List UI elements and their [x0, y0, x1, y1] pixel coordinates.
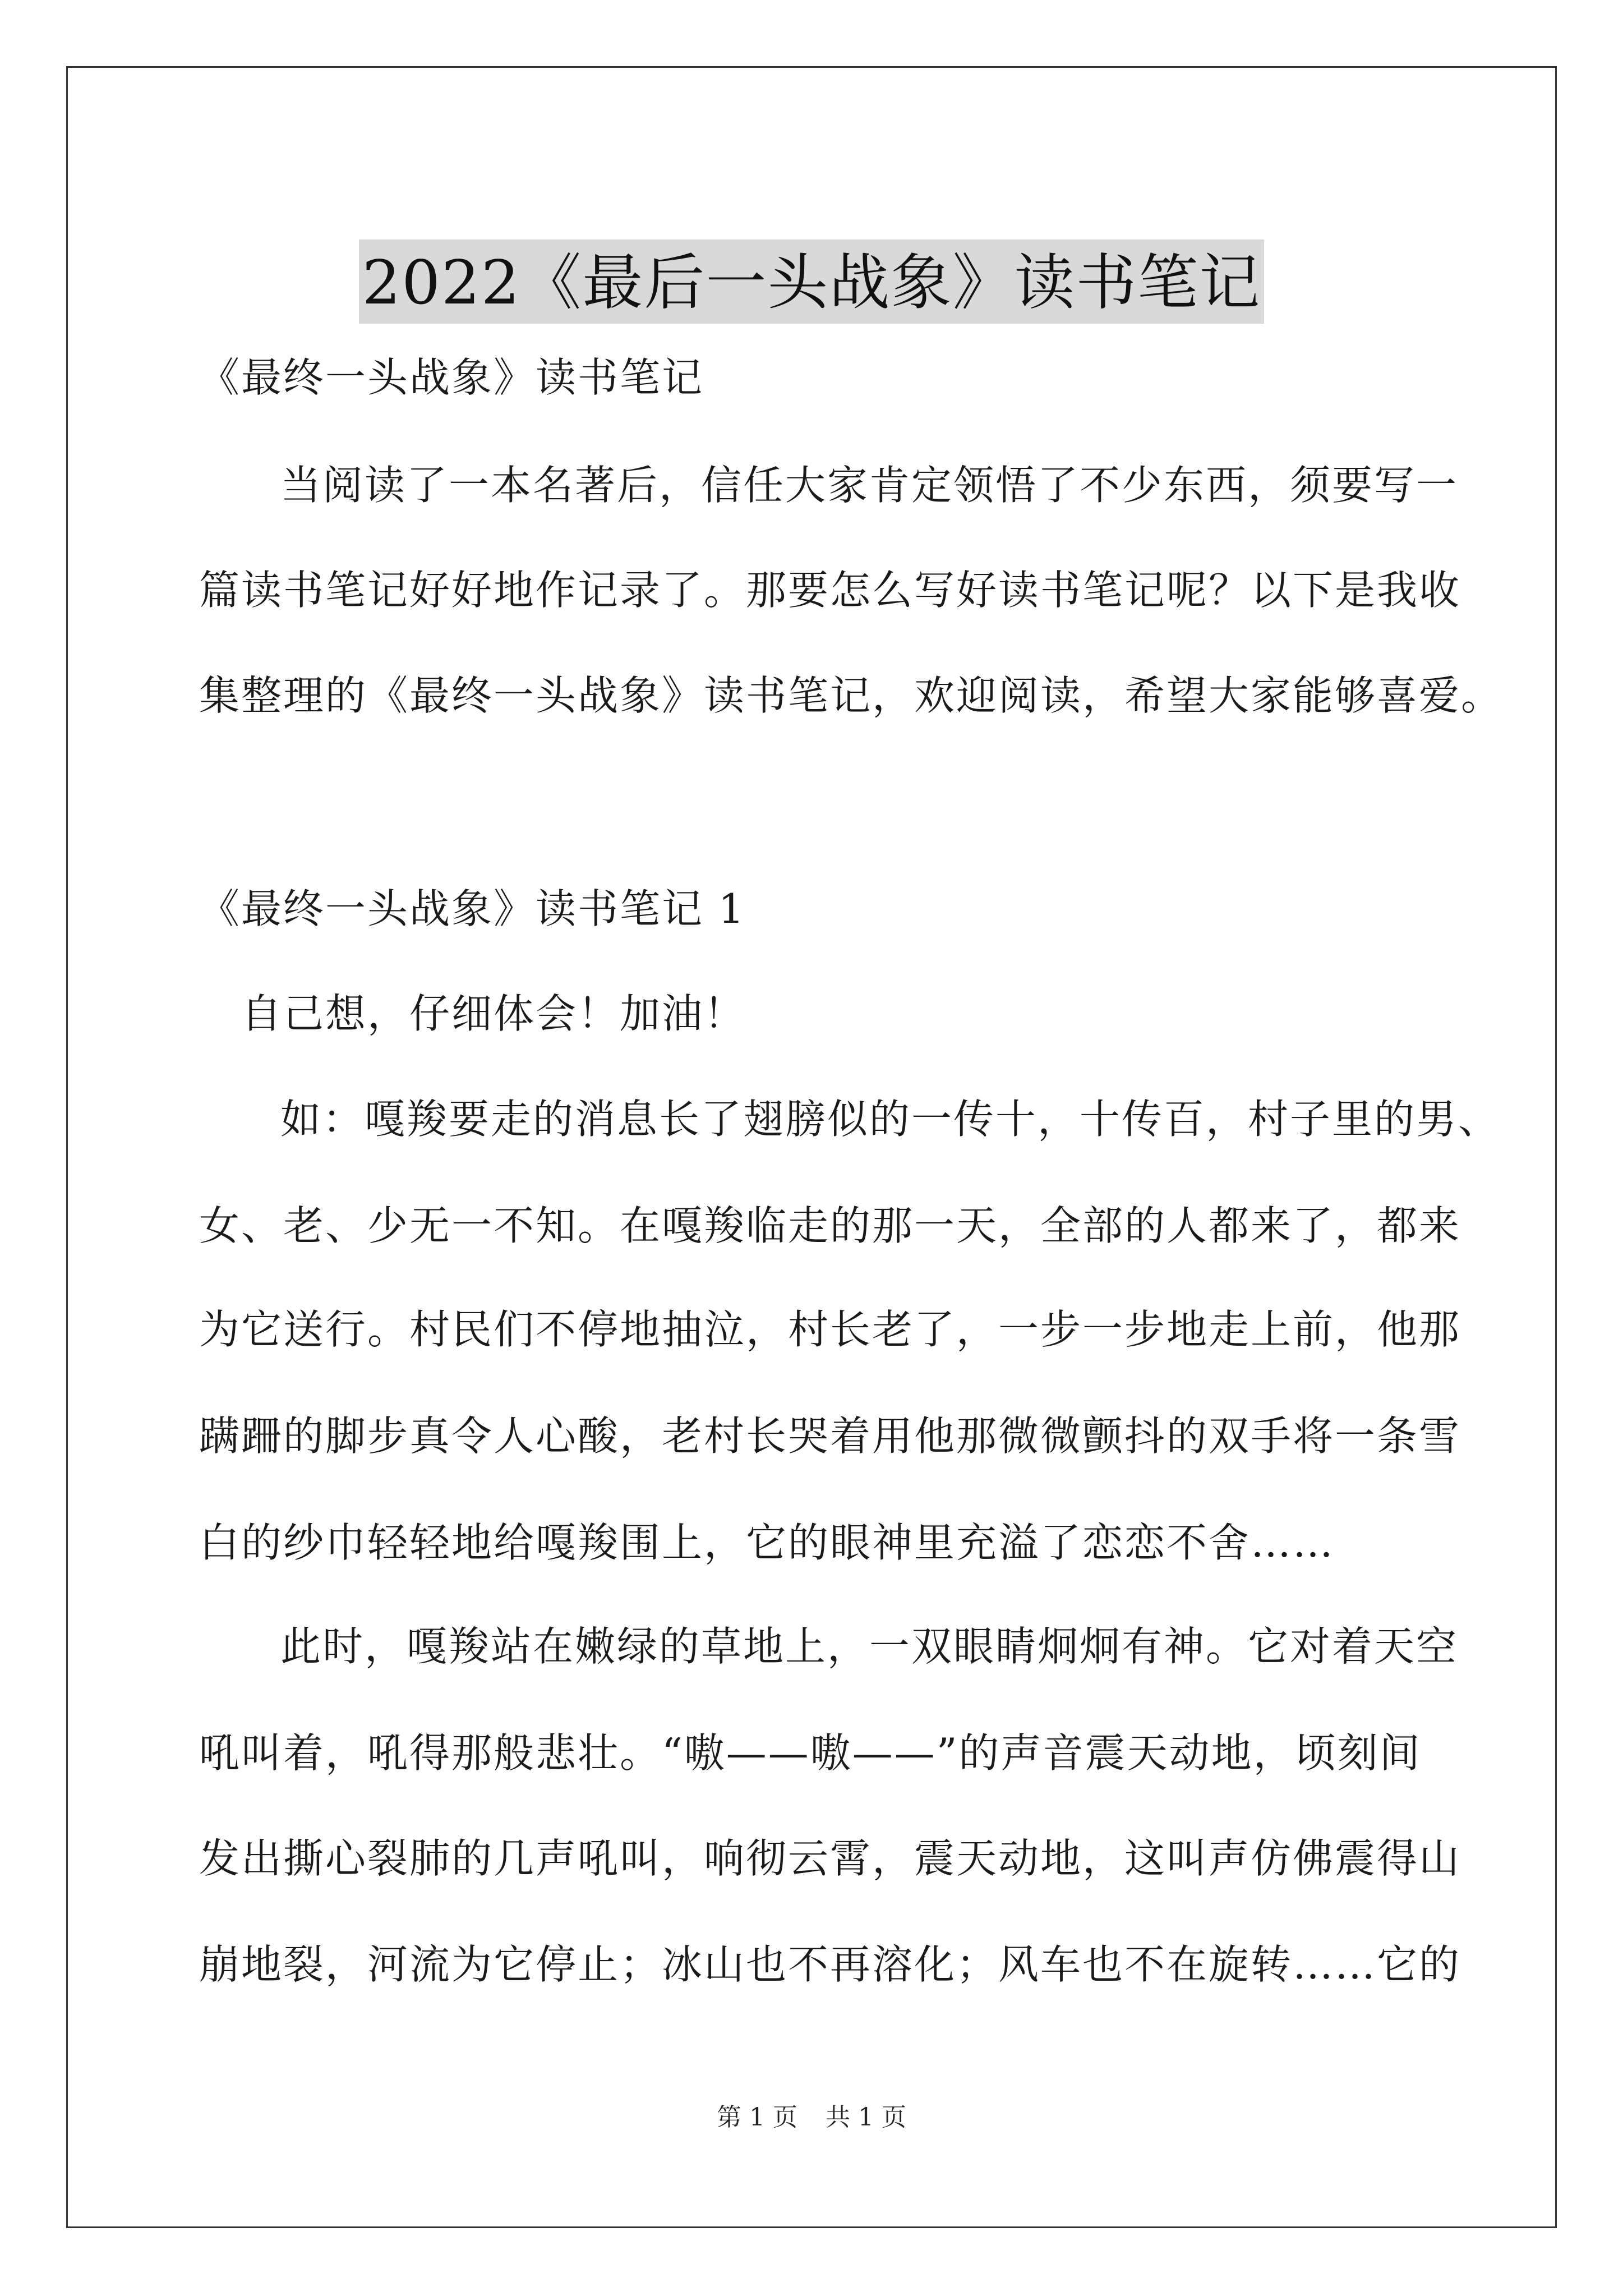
page-footer — [0, 2101, 1623, 2134]
paragraph-line: 如：嘎羧要走的消息长了翅膀似的一传十，十传百，村子里的男、 — [280, 1096, 1501, 1143]
paragraph-line: 女、老、少无一不知。在嘎羧临走的那一天，全部的人都来了，都来 — [199, 1202, 1461, 1249]
page-total: 共 1 页 — [826, 2103, 906, 2132]
intro-line: 篇读书笔记好好地作记录了。那要怎么写好读书笔记呢？以下是我收 — [199, 567, 1461, 614]
paragraph-line: 蹒跚的脚步真令人心酸，老村长哭着用他那微微颤抖的双手将一条雪 — [199, 1412, 1461, 1460]
section-heading: 《最终一头战象》读书笔记 1 — [199, 885, 746, 932]
document-title: 2022《最后一头战象》读书笔记 — [359, 240, 1265, 324]
document-subtitle: 《最终一头战象》读书笔记 — [199, 354, 704, 401]
paragraph-line: 为它送行。村民们不停地抽泣，村长老了，一步一步地走上前，他那 — [199, 1306, 1461, 1353]
intro-line: 当阅读了一本名著后，信任大家肯定领悟了不少东西，须要写一 — [280, 462, 1459, 509]
paragraph-line: 吼叫着，吼得那般悲壮。“嗷——嗷——”的声音震天动地，顷刻间 — [199, 1729, 1422, 1777]
paragraph-line: 此时，嘎羧站在嫩绿的草地上，一双眼睛炯炯有神。它对着天空 — [280, 1623, 1459, 1670]
paragraph-line: 白的纱巾轻轻地给嘎羧围上，它的眼神里充溢了恋恋不舍…… — [199, 1519, 1335, 1566]
page-number: 第 1 页 — [717, 2103, 797, 2132]
encourage-line: 自己想，仔细体会！加油！ — [241, 990, 746, 1037]
title-container — [0, 199, 1623, 365]
paragraph-line: 崩地裂，河流为它停止；冰山也不再溶化；风车也不在旋转……它的 — [199, 1941, 1461, 1988]
paragraph-line: 发出撕心裂肺的几声吼叫，响彻云霄，震天动地，这叫声仿佛震得山 — [199, 1835, 1461, 1882]
intro-line: 集整理的《最终一头战象》读书笔记，欢迎阅读，希望大家能够喜爱。 — [199, 672, 1504, 719]
